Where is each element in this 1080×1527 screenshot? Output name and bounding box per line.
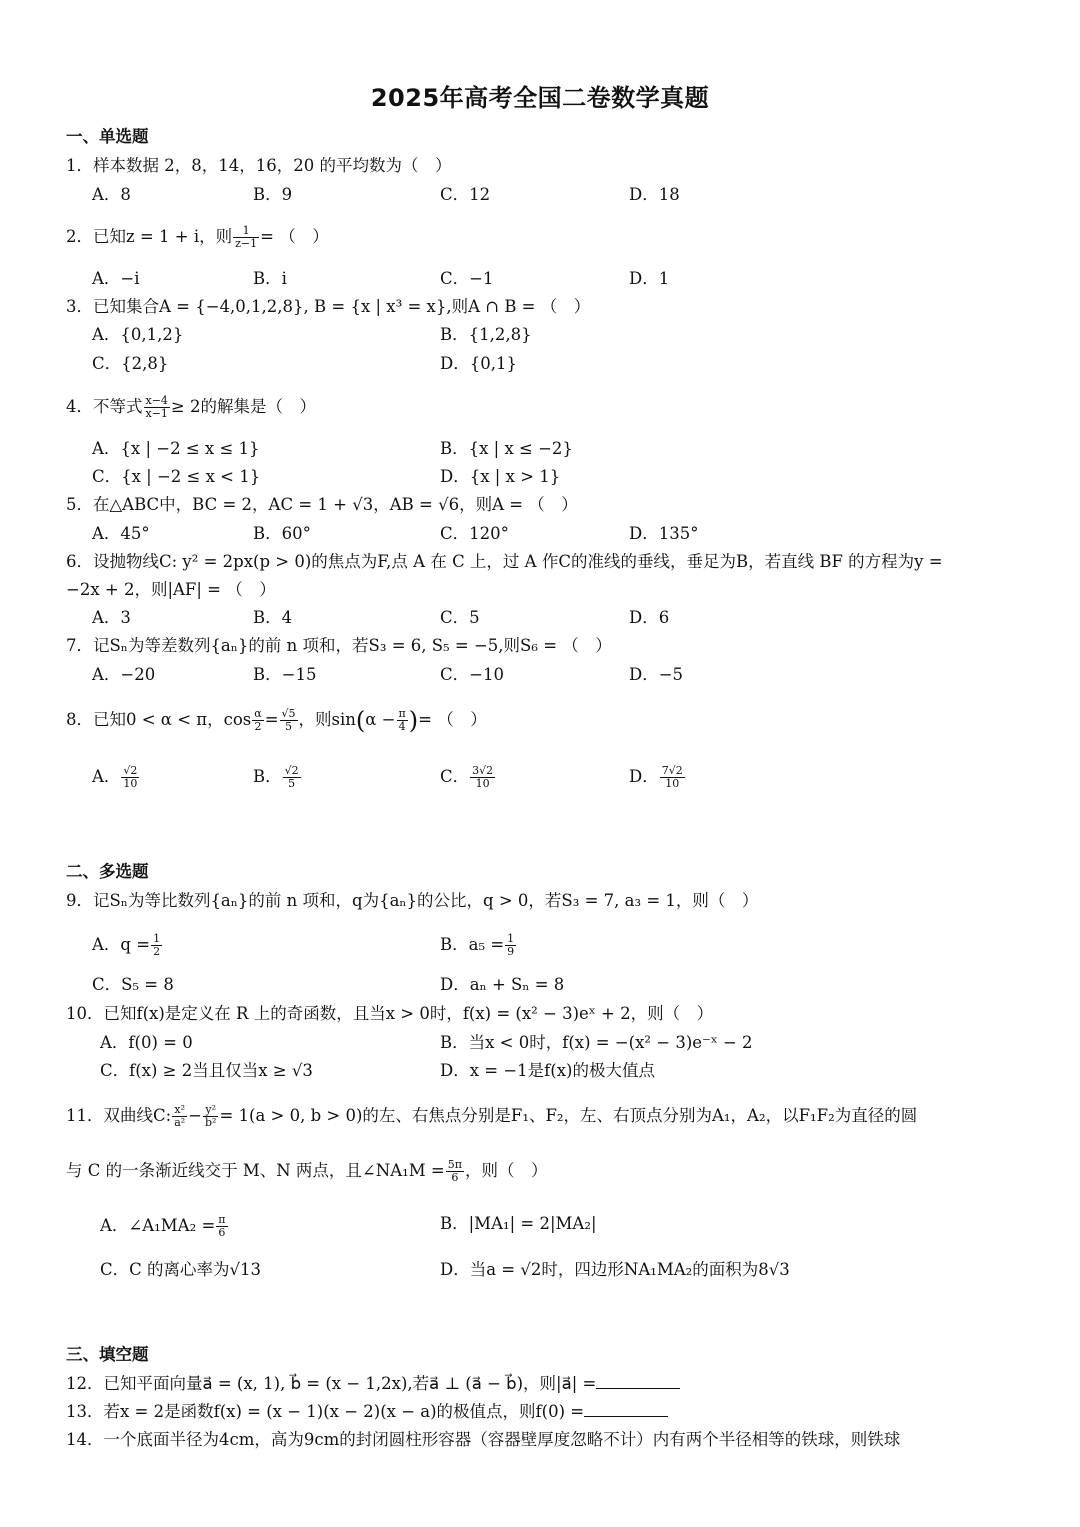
page-title: 2025年高考全国二卷数学真题 bbox=[370, 84, 710, 112]
q4-option-b: B．{x | x ≤ −2} bbox=[440, 439, 573, 458]
question-10: 10．已知f(x)是定义在 R 上的奇函数，且当x > 0时，f(x) = (x² − 3)eˣ + 2，则（ ） bbox=[66, 1004, 714, 1023]
q12-text: 12．已知平面向量a⃗ = (x, 1), b⃗ = (x − 1,2x),若a⃗ ⊥ (a⃗ − b⃗)，则|a⃗| = bbox=[66, 1374, 597, 1393]
q4-tail: ≥ 2的解集是（ ） bbox=[170, 397, 316, 416]
q2-fraction: $\frac{1}{z-1}$ bbox=[235, 224, 258, 250]
q2-option-a: A．−i bbox=[92, 269, 140, 288]
q13-answer-blank[interactable] bbox=[584, 1402, 668, 1417]
question-7: 7．记Sₙ为等差数列{aₙ}的前 n 项和，若S₃ = 6, S₅ = −5,则S₆ = （ ） bbox=[66, 636, 612, 655]
q7-option-b: B．−15 bbox=[253, 665, 317, 684]
q3-option-a: A．{0,1,2} bbox=[92, 325, 184, 344]
q4-option-a: A．{x | −2 ≤ x ≤ 1} bbox=[92, 439, 260, 458]
q8-fraction-alpha-2: $\frac{\alpha}{2}$ bbox=[254, 707, 262, 733]
question-3: 3．已知集合A = {−4,0,1,2,8}, B = {x | x³ = x},则A ∩ B = （ ） bbox=[66, 297, 591, 316]
q11-option-c: C．C 的离心率为√13 bbox=[100, 1260, 262, 1279]
q8-mid: ，则sin bbox=[298, 710, 356, 729]
question-11-line-2 bbox=[66, 1159, 547, 1184]
q2-text: 2．已知z = 1 + i，则 bbox=[66, 227, 233, 246]
q10-option-d: D．x = −1是f(x)的极大值点 bbox=[440, 1061, 655, 1080]
q7-option-a: A．−20 bbox=[92, 665, 156, 684]
q9-option-b: B．a₅ = $\frac{1}{9}$ bbox=[440, 932, 515, 958]
q4-text: 4．不等式 bbox=[66, 397, 143, 416]
question-9: 9．记Sₙ为等比数列{aₙ}的前 n 项和，q为{aₙ}的公比，q > 0，若S₃ = 7, a₃ = 1，则（ ） bbox=[66, 891, 759, 910]
q8-option-b: B． $\frac{√2}{5}$ bbox=[253, 764, 299, 790]
q11-minus: − bbox=[188, 1106, 202, 1125]
q5-option-b: B．60° bbox=[253, 524, 311, 543]
section-heading-fill-in: 三、填空题 bbox=[66, 1345, 149, 1364]
q3-option-c: C．{2,8} bbox=[92, 354, 169, 373]
question-4 bbox=[66, 395, 316, 420]
q1-option-b: B．9 bbox=[253, 185, 293, 204]
q6-option-c: C．5 bbox=[440, 608, 480, 627]
q11-rest: = 1(a > 0, b > 0)的左、右焦点分别是F₁、F₂，左、右顶点分别为A₁，A₂，以F₁F₂为直径的圆 bbox=[219, 1106, 918, 1125]
q6-option-b: B．4 bbox=[253, 608, 293, 627]
question-6-line-2: −2x + 2，则|AF| = （ ） bbox=[66, 580, 276, 599]
q8-paren-close: ) bbox=[408, 706, 419, 735]
q8-text: 8．已知0 < α < π，cos bbox=[66, 710, 252, 729]
q6-option-a: A．3 bbox=[92, 608, 131, 627]
q8-option-a: A． $\frac{√2}{10}$ bbox=[92, 764, 138, 790]
q11-fraction-y2-b2: $\frac{\text{y²}}{\text{b²}}$ bbox=[204, 1103, 217, 1129]
q4-option-c: C．{x | −2 ≤ x < 1} bbox=[92, 467, 261, 486]
q11-text: 11．双曲线C: bbox=[66, 1106, 172, 1125]
q1-option-c: C．12 bbox=[440, 185, 491, 204]
q11-line2-tail: ，则（ ） bbox=[464, 1161, 548, 1180]
q5-option-d: D．135° bbox=[629, 524, 699, 543]
q2-option-c: C．−1 bbox=[440, 269, 494, 288]
q4-fraction: $\frac{x-4}{x-1}$ bbox=[145, 394, 168, 420]
q9-option-a: A．q = $\frac{1}{2}$ bbox=[92, 932, 161, 958]
q11-option-d: D．当a = √2时，四边形NA₁MA₂的面积为8√3 bbox=[440, 1260, 790, 1279]
q8-paren-open: ( bbox=[355, 706, 366, 735]
q12-answer-blank[interactable] bbox=[596, 1374, 680, 1389]
q10-option-a: A．f(0) = 0 bbox=[100, 1033, 193, 1052]
q10-option-b: B．当x < 0时，f(x) = −(x² − 3)e⁻ˣ − 2 bbox=[440, 1033, 753, 1052]
q2-option-d: D．1 bbox=[629, 269, 670, 288]
q8-fraction-sqrt5-5: $\frac{√5}{5}$ bbox=[281, 707, 296, 733]
q8-tail: = （ ） bbox=[418, 710, 487, 729]
question-12 bbox=[66, 1374, 680, 1394]
q7-option-c: C．−10 bbox=[440, 665, 504, 684]
q4-option-d: D．{x | x > 1} bbox=[440, 467, 561, 486]
section-heading-multiple-choice: 二、多选题 bbox=[66, 862, 149, 881]
question-8 bbox=[66, 708, 487, 733]
q3-option-d: D．{0,1} bbox=[440, 354, 517, 373]
q8-equals: = bbox=[264, 710, 279, 729]
q8-option-c: C． $\frac{3√2}{10}$ bbox=[440, 764, 494, 790]
question-6-line-1: 6．设抛物线C: y² = 2px(p > 0)的焦点为F,点 A 在 C 上，过 A 作C的准线的垂线，垂足为B，若直线 BF 的方程为y = bbox=[66, 552, 943, 571]
q11-fraction-5pi-6: $\frac{5\pi}{6}$ bbox=[447, 1158, 462, 1184]
q9-option-d: D．aₙ + Sₙ = 8 bbox=[440, 975, 565, 994]
q8-arg: α − bbox=[365, 710, 396, 729]
q9-option-c: C．S₅ = 8 bbox=[92, 975, 174, 994]
question-14: 14．一个底面半径为4cm，高为9cm的封闭圆柱形容器（容器壁厚度忽略不计）内有两个半径相等的铁球，则铁球 bbox=[66, 1430, 901, 1449]
q1-option-d: D．18 bbox=[629, 185, 680, 204]
q1-option-a: A．8 bbox=[92, 185, 131, 204]
q5-option-a: A．45° bbox=[92, 524, 150, 543]
q2-tail: = （ ） bbox=[260, 227, 329, 246]
q11-fraction-x2-a2: $\frac{\text{x²}}{\text{a²}}$ bbox=[174, 1103, 186, 1129]
question-13 bbox=[66, 1402, 668, 1422]
q3-option-b: B．{1,2,8} bbox=[440, 325, 532, 344]
question-11-line-1 bbox=[66, 1104, 917, 1129]
q2-option-b: B．i bbox=[253, 269, 287, 288]
q10-option-c: C．f(x) ≥ 2当且仅当x ≥ √3 bbox=[100, 1061, 313, 1080]
question-2 bbox=[66, 225, 329, 250]
q11-line2-text: 与 C 的一条渐近线交于 M、N 两点，且∠NA₁M = bbox=[66, 1161, 445, 1180]
question-1: 1．样本数据 2，8，14，16，20 的平均数为（ ） bbox=[66, 156, 452, 175]
q13-text: 13．若x = 2是函数f(x) = (x − 1)(x − 2)(x − a)的极值点，则f(0) = bbox=[66, 1402, 585, 1421]
q11-option-b: B．|MA₁| = 2|MA₂| bbox=[440, 1214, 597, 1233]
section-heading-single-choice: 一、单选题 bbox=[66, 127, 149, 146]
q11-option-a: A．∠A₁MA₂ = $\frac{\pi}{6}$ bbox=[100, 1213, 226, 1239]
question-5: 5．在△ABC中，BC = 2，AC = 1 + √3，AB = √6，则A = （ ） bbox=[66, 495, 578, 514]
q6-option-d: D．6 bbox=[629, 608, 670, 627]
q8-option-d: D． $\frac{7√2}{10}$ bbox=[629, 764, 683, 790]
q8-fraction-pi-4: $\frac{\pi}{4}$ bbox=[398, 707, 406, 733]
q5-option-c: C．120° bbox=[440, 524, 509, 543]
q7-option-d: D．−5 bbox=[629, 665, 684, 684]
